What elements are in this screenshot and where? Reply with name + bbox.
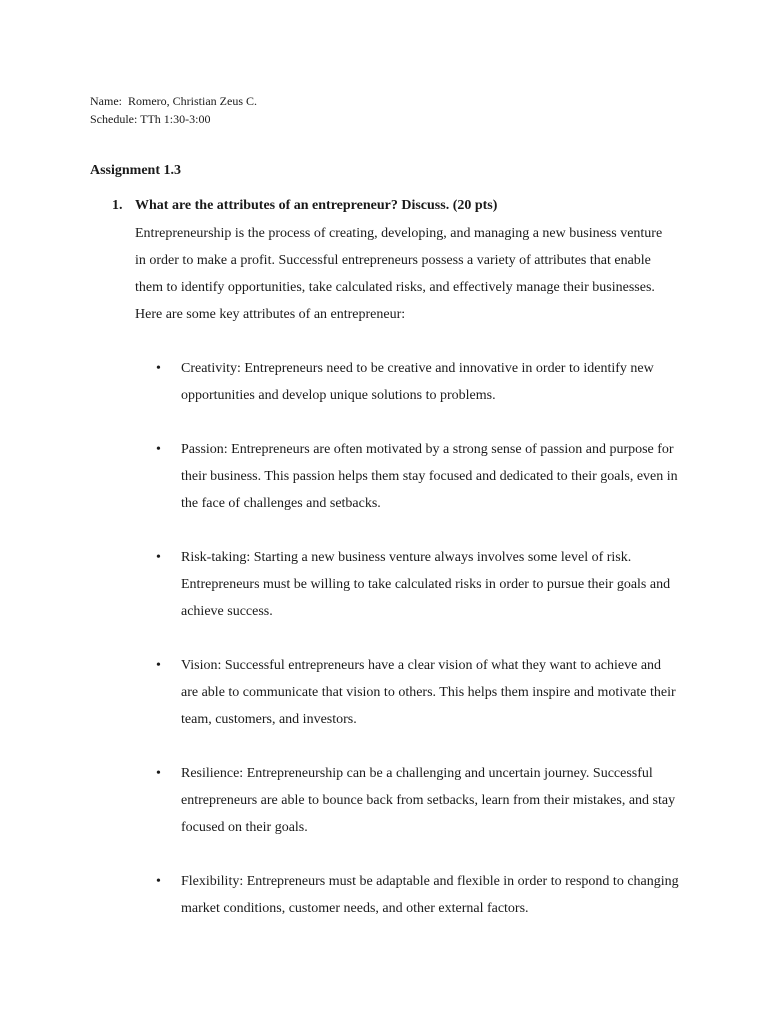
question-number: 1. bbox=[112, 198, 123, 213]
bullet-icon: • bbox=[156, 550, 161, 565]
list-item bbox=[135, 652, 680, 733]
list-item bbox=[135, 760, 680, 841]
name-label: Name: bbox=[90, 94, 122, 108]
bullet-icon: • bbox=[156, 766, 161, 781]
student-header bbox=[90, 92, 257, 128]
schedule-value: TTh 1:30-3:00 bbox=[140, 112, 211, 126]
name-value: Romero, Christian Zeus C. bbox=[128, 94, 257, 108]
assignment-title: Assignment 1.3 bbox=[90, 163, 182, 178]
intro-paragraph: Entrepreneurship is the process of creating, developing, and managing a new business venture in order to make a profit. Successful entrepreneurs possess a variety of attributes that enable them to identify opportunities, take calculated risks, and effectively manage their businesses. Here are some key attributes of an entrepreneur: bbox=[135, 226, 663, 322]
question-text: What are the attributes of an entrepreneur? Discuss. (20 pts) bbox=[135, 198, 498, 213]
name-row bbox=[90, 92, 257, 110]
list-item-text: Resilience: Entrepreneurship can be a challenging and uncertain journey. Successful entrepreneurs are able to bounce back from setbacks, learn from their mistakes, and stay focused on their goals. bbox=[181, 766, 676, 835]
bullet-icon: • bbox=[156, 874, 161, 889]
attribute-list bbox=[135, 355, 680, 949]
bullet-icon: • bbox=[156, 361, 161, 376]
list-item bbox=[135, 544, 680, 625]
bullet-icon: • bbox=[156, 658, 161, 673]
list-item bbox=[135, 436, 680, 517]
list-item bbox=[135, 355, 680, 409]
list-item-text: Creativity: Entrepreneurs need to be creative and innovative in order to identify new opportunities and develop unique solutions to problems. bbox=[181, 361, 654, 403]
schedule-label: Schedule: bbox=[90, 112, 138, 126]
schedule-row bbox=[90, 110, 257, 128]
list-item-text: Risk-taking: Starting a new business venture always involves some level of risk. Entrepreneurs must be willing to take calculated risks in order to pursue their goals and achieve success. bbox=[181, 550, 671, 619]
list-item-text: Flexibility: Entrepreneurs must be adaptable and flexible in order to respond to changing market conditions, customer needs, and other external factors. bbox=[181, 874, 679, 916]
list-item-text: Vision: Successful entrepreneurs have a clear vision of what they want to achieve and are able to communicate that vision to others. This helps them inspire and motivate their team, customers, and investors. bbox=[181, 658, 676, 727]
list-item-text: Passion: Entrepreneurs are often motivated by a strong sense of passion and purpose for their business. This passion helps them stay focused and dedicated to their goals, even in the face of challenges and setbacks. bbox=[181, 442, 678, 511]
bullet-icon: • bbox=[156, 442, 161, 457]
list-item bbox=[135, 868, 680, 922]
